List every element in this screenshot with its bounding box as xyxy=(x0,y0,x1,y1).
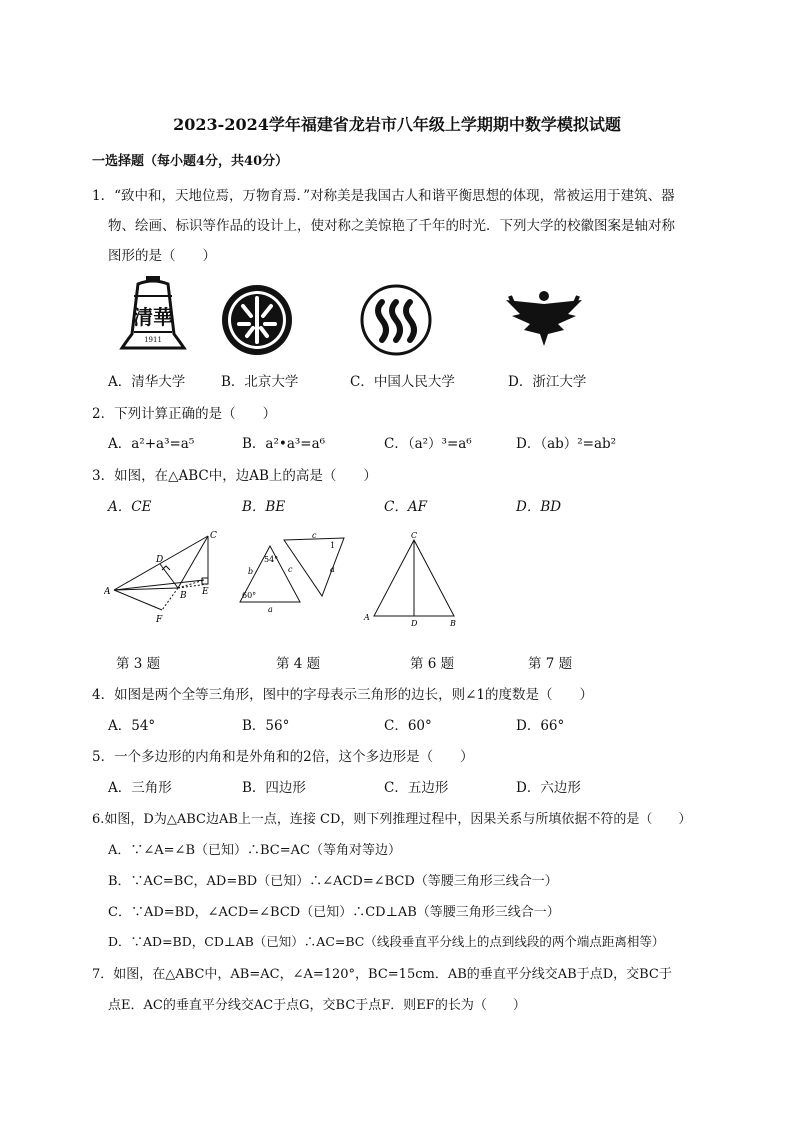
svg-text:1911: 1911 xyxy=(144,336,162,344)
q2-option-b[interactable]: B．a²•a³=a⁶ xyxy=(242,436,326,452)
q6-option-c[interactable]: C．∵AD=BD，∠ACD=∠BCD（已知）∴CD⊥AB（等腰三角形三线合一） xyxy=(108,905,560,920)
q6-option-d[interactable]: D．∵AD=BD，CD⊥AB（已知）∴AC=BC（线段垂直平分线上的点到线段的两个端点距离相等） xyxy=(108,934,665,949)
zju-logo xyxy=(502,286,586,352)
figure-q7 xyxy=(362,530,464,628)
caption-q6: 第 6 题 xyxy=(410,656,455,672)
q5-option-b[interactable]: B．四边形 xyxy=(242,780,306,796)
fig3-label-e: E xyxy=(202,587,209,597)
q1-line1: 1．“致中和，天地位焉，万物育焉．”对称美是我国古人和谐平衡思想的体现，常被运用于建筑、器 xyxy=(92,188,675,204)
fig4-side-a2: a xyxy=(330,565,335,574)
fig3-label-a: A xyxy=(104,587,111,597)
q1-option-b[interactable]: B．北京大学 xyxy=(221,374,299,390)
q1-option-a[interactable]: A．清华大学 xyxy=(108,374,186,390)
caption-q4: 第 4 题 xyxy=(276,656,321,672)
caption-q7: 第 7 题 xyxy=(528,656,573,672)
figure-q4 xyxy=(232,530,350,614)
fig4-angle-1: 1 xyxy=(330,541,336,550)
q4-option-d[interactable]: D．66° xyxy=(516,718,565,734)
fig3-label-b: B xyxy=(180,591,187,601)
page-title: 2023-2024学年福建省龙岩市八年级上学期期中数学模拟试题 xyxy=(173,115,621,134)
pku-logo xyxy=(221,284,293,356)
q3-option-b[interactable]: B．BE xyxy=(242,499,286,515)
q5-option-c[interactable]: C．五边形 xyxy=(384,780,449,796)
fig4-angle-54: 54° xyxy=(264,555,279,564)
fig4-angle-60: 60° xyxy=(242,591,257,600)
q7-line2: 点E．AC的垂直平分线交AC于点G，交BC于点F．则EF的长为（ ） xyxy=(108,998,526,1013)
fig3-label-c: C xyxy=(210,531,217,541)
q4-option-a[interactable]: A．54° xyxy=(108,718,156,734)
q5-option-a[interactable]: A．三角形 xyxy=(108,780,172,796)
q5-option-d[interactable]: D．六边形 xyxy=(516,780,581,796)
q1-option-d[interactable]: D．浙江大学 xyxy=(508,374,587,390)
q4-stem: 4．如图是两个全等三角形，图中的字母表示三角形的边长，则∠1的度数是（ ） xyxy=(92,687,593,703)
q1-line3: 图形的是（ ） xyxy=(108,248,216,264)
fig7-label-c: C xyxy=(411,531,418,540)
fig4-side-c: c xyxy=(288,565,293,574)
q3-option-a[interactable]: A．CE xyxy=(108,499,152,515)
q3-option-c[interactable]: C．AF xyxy=(384,499,427,515)
fig3-label-f: F xyxy=(156,615,163,625)
q3-stem: 3．如图，在△ABC中，边AB上的高是（ ） xyxy=(92,468,377,484)
fig4-side-b: b xyxy=(248,567,254,576)
q6-stem: 6.如图，D为△ABC边AB上一点，连接 CD，则下列推理过程中，因果关系与所填依据不符的是（ ） xyxy=(92,812,692,827)
fig4-side-a: a xyxy=(268,605,273,614)
q4-option-c[interactable]: C．60° xyxy=(384,718,432,734)
fig3-label-d: D xyxy=(156,555,164,565)
section-heading: 一选择题（每小题4分，共40分） xyxy=(92,154,289,169)
fig4-side-c2: c xyxy=(312,531,317,540)
fig7-label-a: A xyxy=(364,613,370,622)
q6-option-b[interactable]: B．∵AC=BC，AD=BD（已知）∴∠ACD=∠BCD（等腰三角形三线合一） xyxy=(108,874,558,889)
q2-option-d[interactable]: D．（ab）²=ab² xyxy=(516,436,617,452)
q2-option-a[interactable]: A．a²+a³=a⁵ xyxy=(108,436,195,452)
q3-option-d[interactable]: D．BD xyxy=(516,499,562,515)
figure-q3 xyxy=(104,528,224,630)
tsinghua-logo xyxy=(118,272,188,356)
q1-line2: 物、绘画、标识等作品的设计上，使对称之美惊艳了千年的时光．下列大学的校徽图案是轴对称 xyxy=(108,218,675,234)
q7-line1: 7．如图，在△ABC中，AB=AC，∠A=120°，BC=15cm．AB的垂直平分线交AB于点D，交BC于 xyxy=(92,967,672,982)
caption-q3: 第 3 题 xyxy=(116,656,161,672)
ruc-logo xyxy=(360,284,432,356)
q1-option-c[interactable]: C．中国人民大学 xyxy=(350,374,455,390)
svg-text:清華: 清華 xyxy=(133,305,173,329)
q4-option-b[interactable]: B．56° xyxy=(242,718,290,734)
fig7-label-b: B xyxy=(450,619,456,628)
q5-stem: 5．一个多边形的内角和是外角和的2倍，这个多边形是（ ） xyxy=(92,749,474,765)
q6-option-a[interactable]: A．∵∠A=∠B（已知）∴BC=AC（等角对等边） xyxy=(108,843,401,858)
fig7-label-d: D xyxy=(411,619,418,628)
q2-stem: 2．下列计算正确的是（ ） xyxy=(92,406,277,422)
q2-option-c[interactable]: C．（a²）³=a⁶ xyxy=(384,436,472,452)
